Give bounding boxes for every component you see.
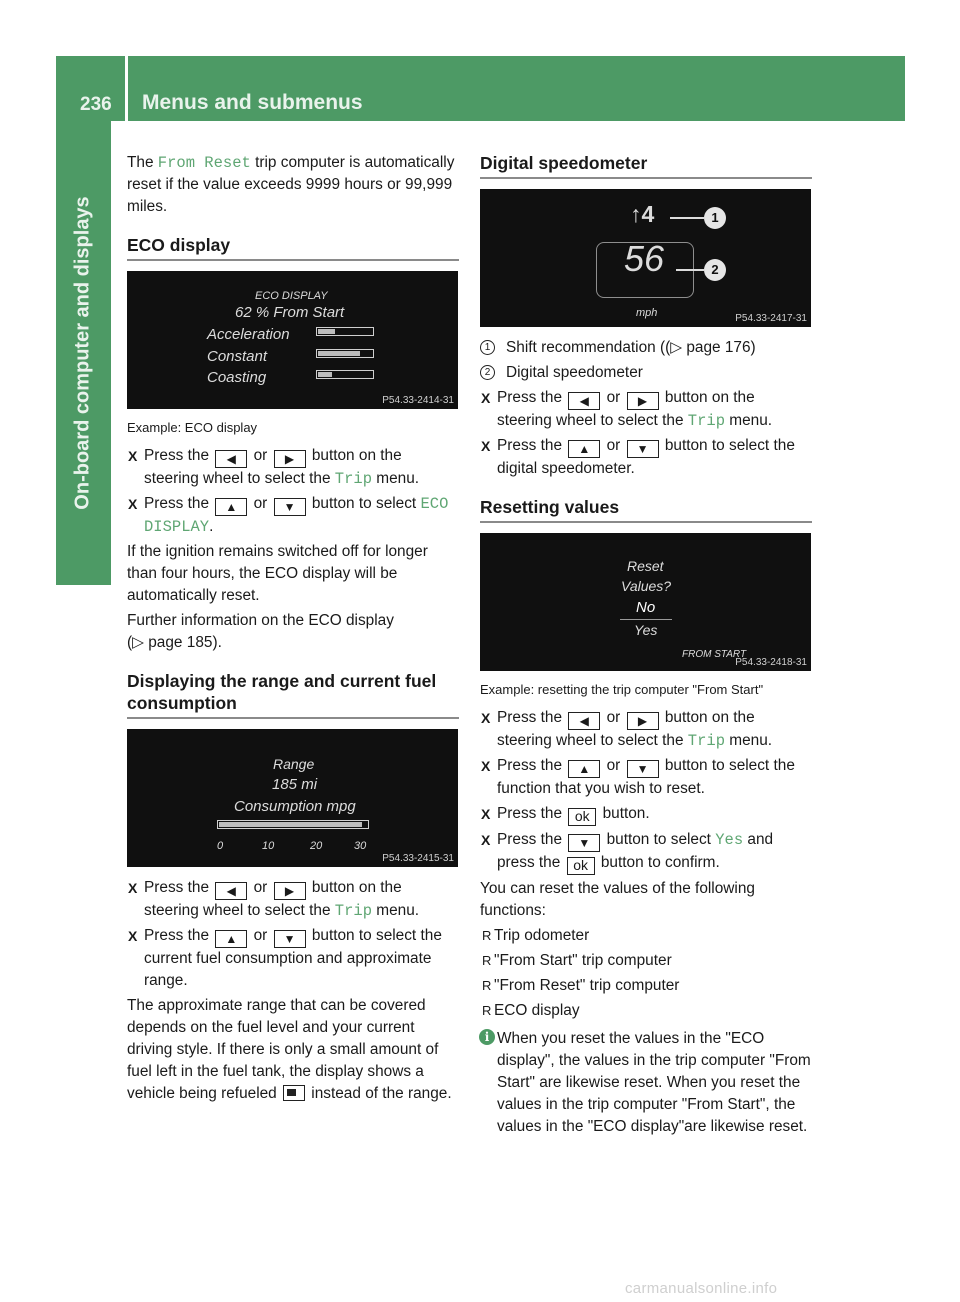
- reset-line: Values?: [621, 578, 672, 594]
- left-button-icon: ◀: [568, 712, 600, 730]
- instruction-step: X Press the ◀ or ▶ button on the steering wheel to select the Trip menu.: [481, 389, 773, 430]
- right-button-icon: ▶: [627, 712, 659, 730]
- figure-code: P54.33-2417-31: [735, 313, 807, 324]
- instruction-step: X Press the ▲ or ▼ button to select ECO DISPLAY.: [128, 495, 449, 536]
- right-button-icon: ▶: [627, 392, 659, 410]
- from-reset-code: From Reset: [157, 154, 251, 172]
- resetting-values-heading: Resetting values: [480, 496, 812, 523]
- eco-display-screen: [127, 271, 458, 409]
- watermark: carmanualsonline.info: [625, 1280, 778, 1297]
- list-item: R ECO display: [482, 1002, 580, 1019]
- eco-screen-subtitle: 62 % From Start: [235, 304, 345, 321]
- instruction-step: X Press the ◀ or ▶ button on the steering wheel to select the Trip menu.: [481, 709, 773, 750]
- digital-speedometer-heading: Digital speedometer: [480, 152, 812, 179]
- callout-marker: 1: [704, 207, 726, 229]
- reset-footer: FROM START: [682, 649, 747, 660]
- right-column: [480, 152, 812, 1138]
- range-screen: [127, 729, 458, 867]
- speed-unit: mph: [636, 307, 658, 319]
- eco-row-label: Constant: [207, 348, 268, 365]
- range-value: 185 mi: [272, 776, 318, 793]
- list-item: R Trip odometer: [482, 927, 590, 944]
- figure-code: P54.33-2415-31: [382, 853, 454, 864]
- scale-tick: 0: [217, 840, 224, 852]
- down-button-icon: ▼: [568, 834, 600, 852]
- reset-line: Reset: [627, 558, 664, 574]
- page-number: 236: [80, 94, 112, 115]
- eco-paragraph: If the ignition remains switched off for longer than four hours, the ECO display will be automatically reset.: [127, 543, 428, 604]
- callout-item: 1 Shift recommendation ((▷ page 176): [480, 337, 812, 359]
- consumption-bar: [217, 820, 369, 829]
- speed-value: 56: [624, 238, 665, 279]
- eco-bar: [316, 370, 374, 379]
- consumption-bar-fill: [219, 822, 362, 827]
- consumption-label: Consumption mpg: [234, 798, 356, 815]
- eco-bar-fill: [318, 372, 332, 377]
- callout-line: [676, 269, 704, 271]
- down-button-icon: ▼: [274, 498, 306, 516]
- eco-row-label: Coasting: [207, 369, 267, 386]
- up-button-icon: ▲: [568, 440, 600, 458]
- scale-tick: 30: [354, 840, 367, 852]
- down-button-icon: ▼: [274, 930, 306, 948]
- list-item: R "From Reset" trip computer: [482, 977, 680, 994]
- page-ref-icon: (▷: [665, 339, 683, 356]
- figure-code: P54.33-2414-31: [382, 395, 454, 406]
- instruction-step: X Press the ▼ button to select Yes and press the ok button to confirm.: [481, 831, 774, 873]
- range-label: Range: [273, 756, 315, 772]
- speedometer-screen: [480, 189, 811, 327]
- eco-screen-title: ECO DISPLAY: [255, 290, 328, 302]
- eco-bar-fill: [318, 329, 335, 334]
- eco-row-label: Acceleration: [207, 326, 290, 343]
- instruction-step: X Press the ◀ or ▶ button on the steering wheel to select the Trip menu.: [128, 879, 420, 920]
- eco-caption: Example: ECO display: [127, 420, 258, 435]
- left-button-icon: ◀: [215, 450, 247, 468]
- up-button-icon: ▲: [568, 760, 600, 778]
- refuel-icon: [283, 1085, 305, 1101]
- reset-option-yes: Yes: [634, 622, 658, 638]
- down-button-icon: ▼: [627, 760, 659, 778]
- figure-code: P54.33-2418-31: [735, 657, 807, 668]
- chapter-label: On-board computer and displays: [71, 196, 94, 510]
- left-button-icon: ◀: [215, 882, 247, 900]
- reset-screen: [480, 533, 811, 671]
- callout-item: 2 Digital speedometer: [480, 362, 812, 384]
- down-button-icon: ▼: [627, 440, 659, 458]
- eco-display-heading: ECO display: [127, 234, 459, 261]
- instruction-step: X Press the ◀ or ▶ button on the steering wheel to select the Trip menu.: [128, 447, 420, 488]
- right-button-icon: ▶: [274, 450, 306, 468]
- left-column: [127, 152, 459, 1108]
- callout-marker: 2: [704, 259, 726, 281]
- intro-paragraph: The From Reset trip computer is automatically reset if the value exceeds 9999 hours or 99,999 miles.: [127, 154, 455, 215]
- eco-bar-fill: [318, 351, 360, 356]
- left-button-icon: ◀: [568, 392, 600, 410]
- shift-recommendation: ↑4: [630, 201, 655, 227]
- instruction-step: X Press the ▲ or ▼ button to select the digital speedometer.: [481, 437, 795, 477]
- reset-option-no: No: [636, 599, 656, 616]
- range-paragraph: The approximate range that can be covered depends on the fuel level and your current driving style. If there is only a small amount of fuel left in the fuel tank, the display shows a vehicle being refueled instead of the range.: [127, 997, 452, 1102]
- right-button-icon: ▶: [274, 882, 306, 900]
- header-divider: [125, 56, 128, 121]
- ok-button-icon: ok: [568, 808, 596, 826]
- instruction-step: X Press the ▲ or ▼ button to select the function that you wish to reset.: [481, 757, 795, 797]
- eco-bar: [316, 327, 374, 336]
- list-item: R "From Start" trip computer: [482, 952, 672, 969]
- reset-paragraph: You can reset the values of the following functions:: [480, 880, 755, 919]
- reset-caption: Example: resetting the trip computer "From Start": [480, 682, 764, 697]
- instruction-step: X Press the ok button.: [481, 805, 650, 824]
- callout-line: [670, 217, 704, 219]
- info-icon: i: [479, 1029, 495, 1045]
- range-heading: Displaying the range and current fuel consumption: [127, 670, 459, 719]
- eco-bar: [316, 349, 374, 358]
- scale-tick: 10: [262, 840, 275, 852]
- instruction-step: X Press the ▲ or ▼ button to select the current fuel consumption and approximate range.: [128, 927, 442, 989]
- up-button-icon: ▲: [215, 930, 247, 948]
- eco-reference: Further information on the ECO display (▷ page 185).: [127, 612, 394, 651]
- scale-tick: 20: [310, 840, 323, 852]
- page-ref-icon: (▷: [127, 634, 144, 651]
- ok-button-icon: ok: [567, 857, 595, 875]
- info-note: i When you reset the values in the "ECO display", the values in the trip computer "From Start" are likewise reset. When you reset the values in the trip computer "From Start", the values in the "ECO display"are likewise reset.: [480, 1028, 812, 1138]
- page-title: Menus and submenus: [142, 91, 363, 114]
- up-button-icon: ▲: [215, 498, 247, 516]
